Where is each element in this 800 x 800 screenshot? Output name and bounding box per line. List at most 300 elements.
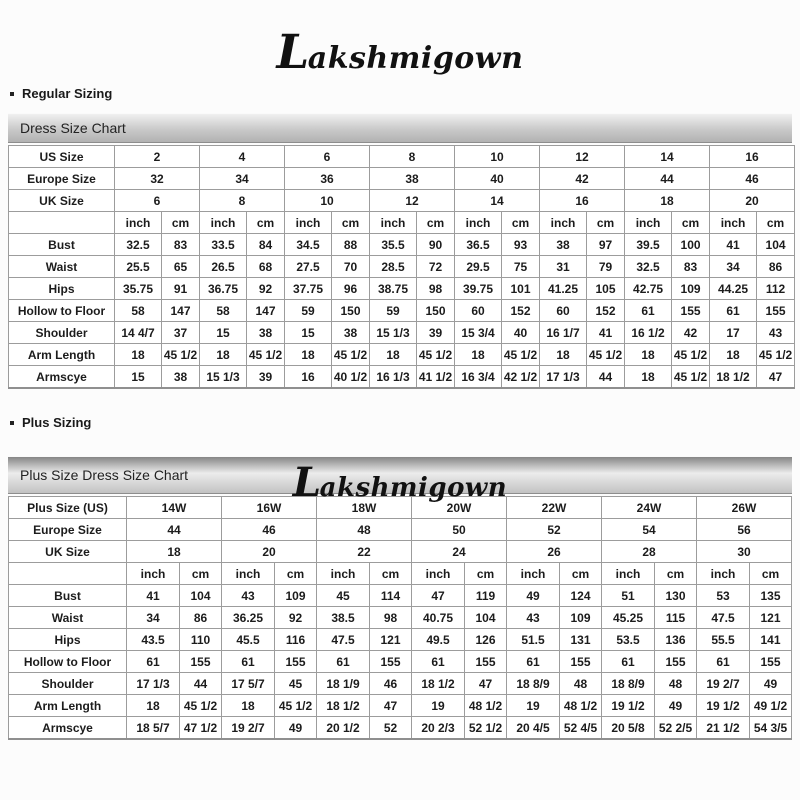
measure-value-cell: 38.5 [317,607,370,629]
bullet-icon [10,421,14,425]
measure-value-cell: 40 1/2 [332,366,370,389]
unit-header-cell: cm [757,212,795,234]
measure-value-cell: 49 [655,695,697,717]
row-label-cell: UK Size [9,541,127,563]
unit-header-cell: inch [625,212,672,234]
size-value-cell: 26 [507,541,602,563]
logo-rest: akshmigown [307,41,524,76]
measure-value-cell: 43.5 [127,629,180,651]
size-value-cell: 20W [412,497,507,519]
measure-value-cell: 18 [370,344,417,366]
measure-value-cell: 20 2/3 [412,717,465,740]
size-value-cell: 24 [412,541,507,563]
measure-row [9,695,792,717]
row-label-cell: Europe Size [9,168,115,190]
measure-value-cell: 109 [672,278,710,300]
measure-value-cell: 35.75 [115,278,162,300]
measure-value-cell: 93 [502,234,540,256]
measure-value-cell: 19 [412,695,465,717]
measure-value-cell: 58 [200,300,247,322]
measure-value-cell: 115 [655,607,697,629]
regular-chart-titlebar [8,113,792,143]
measure-value-cell: 18 [115,344,162,366]
measure-value-cell: 104 [180,585,222,607]
size-value-cell: 12 [370,190,455,212]
row-label-cell: Hollow to Floor [9,651,127,673]
plus-sizing-heading [10,415,800,430]
measure-value-cell: 121 [750,607,792,629]
measure-value-cell: 44 [587,366,625,389]
measure-value-cell: 18 1/9 [317,673,370,695]
measure-value-cell: 72 [417,256,455,278]
unit-header-cell: inch [127,563,180,585]
measure-value-cell: 152 [502,300,540,322]
measure-value-cell: 15 [115,366,162,389]
unit-header-cell: cm [180,563,222,585]
measure-value-cell: 36.25 [222,607,275,629]
measure-value-cell: 155 [655,651,697,673]
unit-header-cell: inch [697,563,750,585]
measure-value-cell: 49.5 [412,629,465,651]
measure-value-cell: 131 [560,629,602,651]
measure-value-cell: 16 1/7 [540,322,587,344]
measure-value-cell: 38 [540,234,587,256]
measure-value-cell: 90 [417,234,455,256]
measure-value-cell: 37 [162,322,200,344]
measure-value-cell: 45 1/2 [162,344,200,366]
measure-value-cell: 55.5 [697,629,750,651]
size-value-cell: 8 [370,146,455,168]
measure-value-cell: 92 [275,607,317,629]
measure-value-cell: 61 [412,651,465,673]
measure-value-cell: 155 [750,651,792,673]
measure-value-cell: 86 [180,607,222,629]
measure-value-cell: 20 4/5 [507,717,560,740]
measure-value-cell: 42 [672,322,710,344]
size-value-cell: 10 [455,146,540,168]
size-value-cell: 36 [285,168,370,190]
measure-value-cell: 155 [370,651,412,673]
measure-value-cell: 79 [587,256,625,278]
measure-value-cell: 105 [587,278,625,300]
measure-value-cell: 38 [332,322,370,344]
size-value-cell: 20 [222,541,317,563]
measure-value-cell: 49 [750,673,792,695]
measure-value-cell: 147 [162,300,200,322]
measure-value-cell: 18 [625,366,672,389]
row-label-cell: Waist [9,256,115,278]
measure-row [9,717,792,740]
measure-value-cell: 17 [710,322,757,344]
measure-value-cell: 18 8/9 [602,673,655,695]
measure-value-cell: 45 1/2 [757,344,795,366]
measure-value-cell: 88 [332,234,370,256]
measure-value-cell: 45 [317,585,370,607]
measure-value-cell: 18 1/2 [317,695,370,717]
unit-header-cell: cm [247,212,285,234]
size-value-cell: 48 [317,519,412,541]
size-value-cell: 16W [222,497,317,519]
measure-value-cell: 91 [162,278,200,300]
measure-value-cell: 141 [750,629,792,651]
size-row [9,519,792,541]
measure-value-cell: 58 [115,300,162,322]
size-value-cell: 18 [625,190,710,212]
measure-value-cell: 35.5 [370,234,417,256]
size-value-cell: 44 [625,168,710,190]
size-row [9,190,795,212]
size-value-cell: 2 [115,146,200,168]
unit-header-cell: cm [275,563,317,585]
measure-value-cell: 114 [370,585,412,607]
unit-header-cell: inch [412,563,465,585]
measure-value-cell: 54 3/5 [750,717,792,740]
unit-header-cell: cm [162,212,200,234]
measure-value-cell: 16 1/3 [370,366,417,389]
measure-value-cell: 126 [465,629,507,651]
measure-value-cell: 100 [672,234,710,256]
measure-value-cell: 37.75 [285,278,332,300]
unit-header-cell: cm [465,563,507,585]
measure-value-cell: 47.5 [317,629,370,651]
regular-size-table [8,145,795,389]
regular-sizing-heading [10,86,800,101]
measure-row [9,322,795,344]
measure-value-cell: 39.5 [625,234,672,256]
measure-value-cell: 49 [275,717,317,740]
measure-value-cell: 18 [127,695,180,717]
measure-value-cell: 18 [540,344,587,366]
unit-header-row [9,563,792,585]
measure-row [9,344,795,366]
unit-header-cell: inch [370,212,417,234]
measure-value-cell: 36.75 [200,278,247,300]
measure-value-cell: 47 [412,585,465,607]
measure-value-cell: 65 [162,256,200,278]
row-label-cell: Bust [9,234,115,256]
measure-value-cell: 45 1/2 [672,344,710,366]
size-value-cell: 14 [625,146,710,168]
regular-chart-title: Dress Size Chart [20,120,126,136]
measure-value-cell: 41 [587,322,625,344]
measure-value-cell: 32.5 [625,256,672,278]
measure-value-cell: 15 1/3 [200,366,247,389]
measure-value-cell: 61 [127,651,180,673]
size-value-cell: 10 [285,190,370,212]
unit-header-cell: inch [200,212,247,234]
logo-rest: akshmigown [319,473,508,503]
size-value-cell: 14W [127,497,222,519]
size-value-cell: 26W [697,497,792,519]
measure-value-cell: 59 [370,300,417,322]
measure-value-cell: 21 1/2 [697,717,750,740]
row-label-cell: Waist [9,607,127,629]
measure-value-cell: 45 1/2 [275,695,317,717]
measure-value-cell: 97 [587,234,625,256]
measure-value-cell: 19 2/7 [222,717,275,740]
measure-value-cell: 39 [247,366,285,389]
size-value-cell: 16 [540,190,625,212]
measure-row [9,278,795,300]
measure-value-cell: 42 1/2 [502,366,540,389]
measure-value-cell: 116 [275,629,317,651]
measure-value-cell: 31 [540,256,587,278]
measure-value-cell: 119 [465,585,507,607]
measure-value-cell: 75 [502,256,540,278]
row-label-cell: Shoulder [9,322,115,344]
measure-value-cell: 52 1/2 [465,717,507,740]
row-label-cell: Hips [9,278,115,300]
measure-value-cell: 15 1/3 [370,322,417,344]
plus-size-table [8,496,792,740]
row-label-cell: Arm Length [9,344,115,366]
measure-value-cell: 59 [285,300,332,322]
unit-header-cell: cm [672,212,710,234]
unit-header-row [9,212,795,234]
measure-value-cell: 18 1/2 [412,673,465,695]
measure-value-cell: 121 [370,629,412,651]
measure-value-cell: 45.25 [602,607,655,629]
measure-value-cell: 135 [750,585,792,607]
measure-value-cell: 60 [455,300,502,322]
measure-value-cell: 48 [560,673,602,695]
measure-value-cell: 41 [127,585,180,607]
measure-value-cell: 26.5 [200,256,247,278]
measure-value-cell: 19 [507,695,560,717]
size-value-cell: 6 [115,190,200,212]
measure-value-cell: 84 [247,234,285,256]
measure-value-cell: 17 5/7 [222,673,275,695]
unit-header-cell: inch [115,212,162,234]
unit-header-cell: inch [222,563,275,585]
measure-value-cell: 42.75 [625,278,672,300]
unit-header-cell: inch [455,212,502,234]
measure-value-cell: 44.25 [710,278,757,300]
plus-chart-titlebar [8,456,792,506]
size-value-cell: 54 [602,519,697,541]
measure-value-cell: 16 3/4 [455,366,502,389]
measure-value-cell: 150 [332,300,370,322]
measure-value-cell: 96 [332,278,370,300]
size-value-cell: 22 [317,541,412,563]
measure-value-cell: 98 [417,278,455,300]
unit-header-cell: inch [540,212,587,234]
size-value-cell: 42 [540,168,625,190]
measure-value-cell: 155 [672,300,710,322]
measure-value-cell: 83 [162,234,200,256]
unit-header-cell: inch [602,563,655,585]
measure-value-cell: 45 1/2 [587,344,625,366]
measure-value-cell: 155 [180,651,222,673]
measure-value-cell: 34 [127,607,180,629]
measure-value-cell: 92 [247,278,285,300]
measure-value-cell: 61 [625,300,672,322]
row-label-cell: Europe Size [9,519,127,541]
size-value-cell: 4 [200,146,285,168]
measure-row [9,585,792,607]
size-value-cell: 6 [285,146,370,168]
measure-value-cell: 47.5 [697,607,750,629]
measure-value-cell: 45 1/2 [247,344,285,366]
measure-value-cell: 98 [370,607,412,629]
measure-value-cell: 19 2/7 [697,673,750,695]
measure-value-cell: 45.5 [222,629,275,651]
measure-value-cell: 47 [757,366,795,389]
size-value-cell: 32 [115,168,200,190]
measure-value-cell: 61 [507,651,560,673]
measure-value-cell: 41 1/2 [417,366,455,389]
measure-value-cell: 147 [247,300,285,322]
measure-value-cell: 101 [502,278,540,300]
measure-value-cell: 45 [275,673,317,695]
measure-value-cell: 45 1/2 [672,366,710,389]
measure-value-cell: 18 [455,344,502,366]
measure-value-cell: 155 [757,300,795,322]
measure-value-cell: 33.5 [200,234,247,256]
size-value-cell: 16 [710,146,795,168]
measure-value-cell: 38 [247,322,285,344]
unit-header-cell: cm [560,563,602,585]
measure-value-cell: 52 2/5 [655,717,697,740]
measure-value-cell: 16 1/2 [625,322,672,344]
measure-value-cell: 43 [507,607,560,629]
measure-value-cell: 109 [560,607,602,629]
size-value-cell: 22W [507,497,602,519]
measure-value-cell: 43 [222,585,275,607]
measure-value-cell: 48 1/2 [465,695,507,717]
size-value-cell: 46 [222,519,317,541]
size-value-cell: 38 [370,168,455,190]
unit-header-cell: inch [317,563,370,585]
measure-value-cell: 152 [587,300,625,322]
measure-row [9,651,792,673]
measure-value-cell: 18 [222,695,275,717]
measure-value-cell: 110 [180,629,222,651]
measure-value-cell: 18 [285,344,332,366]
measure-value-cell: 155 [275,651,317,673]
measure-value-cell: 40 [502,322,540,344]
measure-value-cell: 15 [200,322,247,344]
measure-value-cell: 25.5 [115,256,162,278]
measure-value-cell: 104 [757,234,795,256]
size-value-cell: 14 [455,190,540,212]
size-value-cell: 40 [455,168,540,190]
unit-header-cell: inch [285,212,332,234]
measure-value-cell: 36.5 [455,234,502,256]
size-value-cell: 24W [602,497,697,519]
measure-value-cell: 45 1/2 [180,695,222,717]
measure-value-cell: 44 [180,673,222,695]
measure-value-cell: 51 [602,585,655,607]
measure-value-cell: 83 [672,256,710,278]
measure-value-cell: 48 1/2 [560,695,602,717]
measure-value-cell: 20 1/2 [317,717,370,740]
measure-value-cell: 19 1/2 [697,695,750,717]
measure-value-cell: 19 1/2 [602,695,655,717]
measure-value-cell: 16 [285,366,332,389]
spacer [0,389,800,403]
measure-value-cell: 61 [317,651,370,673]
measure-value-cell: 61 [710,300,757,322]
measure-value-cell: 47 [465,673,507,695]
row-label-cell [9,563,127,585]
measure-value-cell: 39 [417,322,455,344]
size-value-cell: 34 [200,168,285,190]
unit-header-cell: cm [587,212,625,234]
measure-value-cell: 112 [757,278,795,300]
regular-sizing-heading-label: Regular Sizing [22,86,113,101]
plus-chart-title: Plus Size Dress Size Chart [20,467,189,483]
measure-value-cell: 48 [655,673,697,695]
size-value-cell: 28 [602,541,697,563]
measure-value-cell: 70 [332,256,370,278]
regular-size-chart [8,113,792,389]
size-value-cell: 18W [317,497,412,519]
measure-value-cell: 45 1/2 [502,344,540,366]
size-row [9,497,792,519]
measure-value-cell: 47 [370,695,412,717]
measure-value-cell: 52 4/5 [560,717,602,740]
measure-value-cell: 53.5 [602,629,655,651]
size-value-cell: 44 [127,519,222,541]
measure-value-cell: 124 [560,585,602,607]
measure-value-cell: 49 [507,585,560,607]
row-label-cell: US Size [9,146,115,168]
measure-row [9,629,792,651]
row-label-cell: Hollow to Floor [9,300,115,322]
measure-value-cell: 61 [602,651,655,673]
measure-value-cell: 34 [710,256,757,278]
measure-value-cell: 39.75 [455,278,502,300]
measure-value-cell: 150 [417,300,455,322]
size-value-cell: 46 [710,168,795,190]
size-row [9,168,795,190]
unit-header-cell: cm [655,563,697,585]
measure-value-cell: 52 [370,717,412,740]
measure-value-cell: 38.75 [370,278,417,300]
row-label-cell: Shoulder [9,673,127,695]
measure-value-cell: 49 1/2 [750,695,792,717]
unit-header-cell: cm [332,212,370,234]
measure-value-cell: 18 5/7 [127,717,180,740]
size-row [9,541,792,563]
row-label-cell: Bust [9,585,127,607]
logo-initial: L [292,458,322,506]
measure-value-cell: 14 4/7 [115,322,162,344]
row-label-cell: Plus Size (US) [9,497,127,519]
measure-value-cell: 68 [247,256,285,278]
measure-value-cell: 130 [655,585,697,607]
measure-row [9,234,795,256]
measure-value-cell: 45 1/2 [332,344,370,366]
measure-value-cell: 28.5 [370,256,417,278]
plus-size-chart [8,456,792,740]
row-label-cell: Armscye [9,366,115,389]
logo-initial: L [276,24,310,79]
unit-header-cell: cm [417,212,455,234]
measure-value-cell: 40.75 [412,607,465,629]
measure-value-cell: 43 [757,322,795,344]
unit-header-cell: cm [502,212,540,234]
unit-header-cell: cm [750,563,792,585]
measure-value-cell: 17 1/3 [540,366,587,389]
measure-value-cell: 60 [540,300,587,322]
measure-value-cell: 27.5 [285,256,332,278]
row-label-cell: Hips [9,629,127,651]
measure-value-cell: 47 1/2 [180,717,222,740]
measure-value-cell: 61 [697,651,750,673]
measure-value-cell: 17 1/3 [127,673,180,695]
